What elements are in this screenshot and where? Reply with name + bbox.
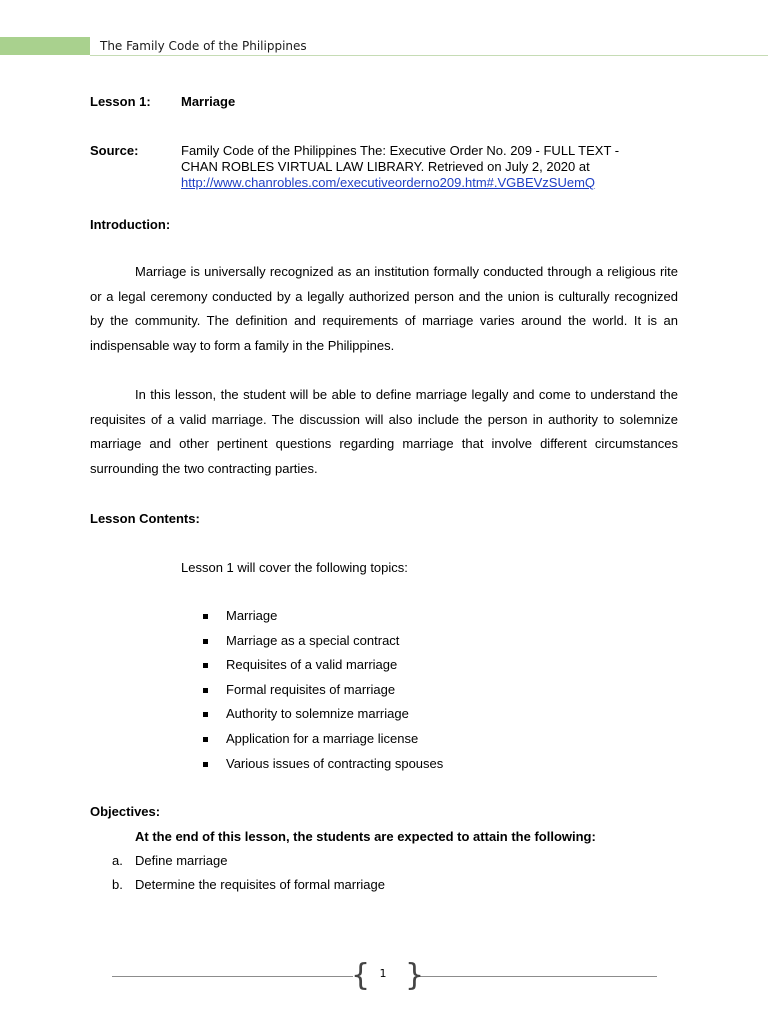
topic-item [200, 727, 443, 752]
objective-marker: b. [112, 877, 123, 892]
footer-rule-right [416, 976, 657, 977]
topic-text: Requisites of a valid marriage [226, 657, 398, 673]
header-rule [90, 55, 768, 56]
right-brace-icon: } [405, 958, 425, 993]
objectives-list [112, 849, 385, 897]
left-brace-icon: { [351, 958, 371, 993]
source-citation [181, 143, 681, 191]
lesson-contents-intro: Lesson 1 will cover the following topics: [181, 560, 408, 575]
objective-text: Determine the requisites of formal marriage [135, 877, 385, 892]
topic-item [200, 702, 443, 727]
objective-marker: a. [112, 853, 123, 868]
topic-text: Formal requisites of marriage [226, 681, 396, 697]
square-bullet-icon [203, 762, 208, 767]
source-label: Source: [90, 143, 139, 158]
footer-rule-left [112, 976, 353, 977]
topic-text: Marriage as a special contract [226, 632, 400, 648]
topic-item [200, 653, 443, 678]
topic-text: Authority to solemnize marriage [226, 706, 409, 722]
square-bullet-icon [203, 639, 208, 644]
header-accent-bar [0, 37, 90, 55]
topic-text: Marriage [226, 608, 278, 623]
topic-text: Various issues of contracting spouses [226, 755, 444, 771]
introduction-heading: Introduction: [90, 217, 171, 232]
topic-item [200, 604, 443, 629]
topics-list [200, 604, 443, 776]
introduction-paragraph-2: In this lesson, the student will be able to define marriage legally and come to understand the requisites of a valid marriage. The discussion will also include the person in authority to solemnize marriage and other pertinent questions regarding marriage that involve different circumstances surrounding the two contracting parties. [90, 387, 678, 476]
lesson-contents-heading: Lesson Contents: [90, 511, 200, 526]
topic-item [200, 752, 443, 777]
square-bullet-icon [203, 663, 208, 668]
source-link[interactable]: http://www.chanrobles.com/executiveorderno209.htm#.VGBEVzSUemQ [181, 175, 596, 190]
source-line-1: Family Code of the Philippines The: Executive Order No. 209 - FULL TEXT - [181, 143, 620, 158]
objective-text: Define marriage [135, 853, 228, 868]
square-bullet-icon [203, 737, 208, 742]
topic-item [200, 629, 443, 654]
square-bullet-icon [203, 712, 208, 717]
source-line-2: CHAN ROBLES VIRTUAL LAW LIBRARY. Retrieved on July 2, 2020 at [181, 159, 590, 174]
topic-item [200, 678, 443, 703]
objective-item [112, 849, 385, 873]
square-bullet-icon [203, 614, 208, 619]
square-bullet-icon [203, 688, 208, 693]
topic-text: Application for a marriage license [226, 730, 419, 746]
page-number: 1 [379, 967, 387, 980]
objectives-heading: Objectives: [90, 804, 161, 819]
running-header-title: The Family Code of the Philippines [100, 39, 307, 53]
lesson-label: Lesson 1: [90, 94, 151, 109]
introduction-paragraph-1: Marriage is universally recognized as an institution formally conducted through a religious rite or a legal ceremony conducted by a legally authorized person and the union is culturally recognized by the community. The definition and requirements of marriage varies around the world. It is an indispensable way to form a family in the Philippines. [90, 264, 678, 353]
objectives-lead: At the end of this lesson, the students are expected to attain the following: [135, 829, 596, 844]
objective-item [112, 873, 385, 897]
lesson-title: Marriage [181, 94, 236, 109]
